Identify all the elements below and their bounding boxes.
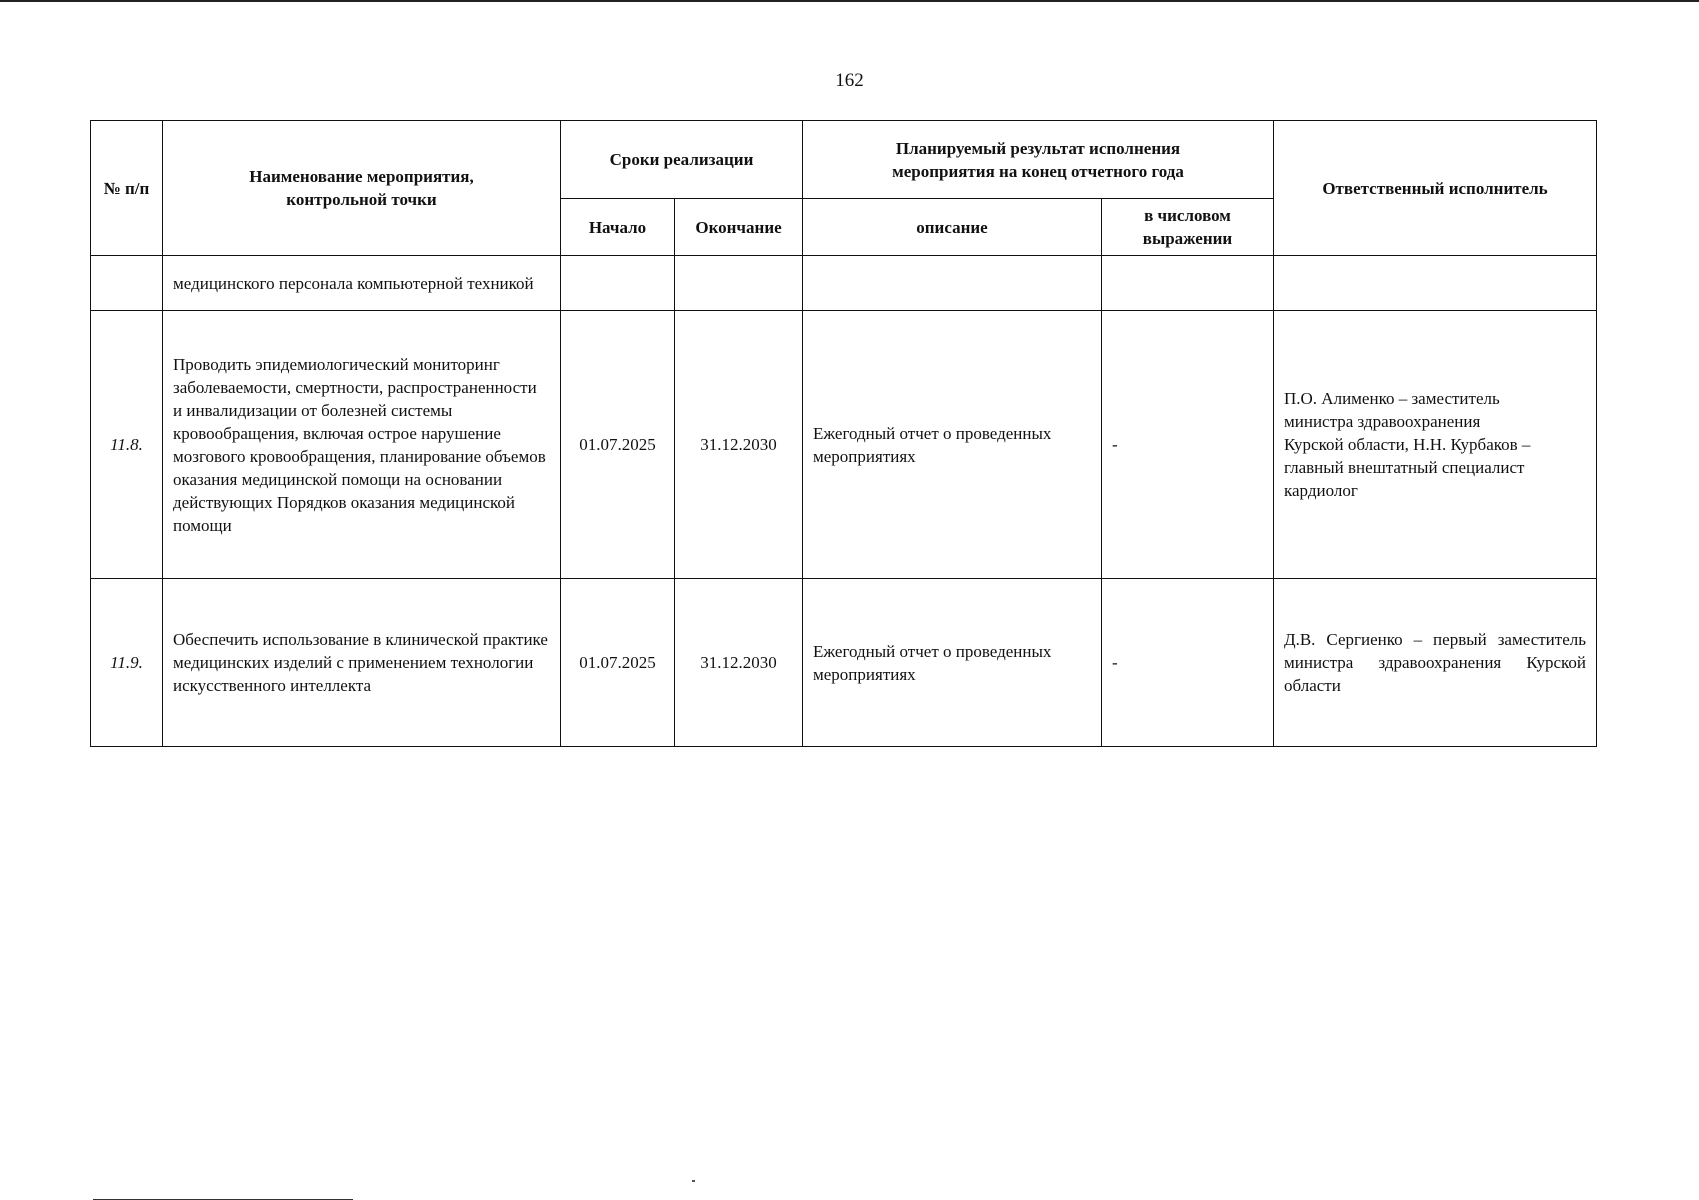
row-num: 11.8. [91,311,163,579]
row-responsible: Д.В. Сергиенко – первый заместитель министра здравоохранения Курской области [1274,579,1597,747]
cont-description [803,256,1102,311]
table-row [91,311,1597,579]
row-description: Ежегодный отчет о проведенных мероприятиях [803,311,1102,579]
row-responsible: П.О. Алименко – заместитель министра здравоохранения Курской области, Н.Н. Курбаков – главный внештатный специалист кардиолог [1274,311,1597,579]
cont-start [561,256,675,311]
header-responsible: Ответственный исполнитель [1274,121,1597,256]
header-row-1 [91,121,1597,199]
row-numeric: - [1102,311,1274,579]
row-name: Обеспечить использование в клинической практике медицинских изделий с применением технологии искусственного интеллекта [163,579,561,747]
row-start: 01.07.2025 [561,311,675,579]
header-description: описание [803,199,1102,256]
cont-numeric [1102,256,1274,311]
cont-num [91,256,163,311]
header-num: № п/п [91,121,163,256]
header-terms: Сроки реализации [561,121,803,199]
header-numeric: в числовом выражении [1102,199,1274,256]
row-num: 11.9. [91,579,163,747]
header-end: Окончание [675,199,803,256]
continuation-row [91,256,1597,311]
page-number: 162 [835,70,864,91]
cont-responsible [1274,256,1597,311]
table-row [91,579,1597,747]
row-start: 01.07.2025 [561,579,675,747]
header-start: Начало [561,199,675,256]
activities-table [90,120,1597,747]
row-end: 31.12.2030 [675,311,803,579]
scan-speck [692,1180,695,1182]
row-name: Проводить эпидемиологический мониторинг заболеваемости, смертности, распространенности и инвалидизации от болезней системы кровообращения, включая острое нарушение мозгового кровообращения, планирование объемов оказания медицинской помощи на основании действующих Порядков оказания медицинской помощи [163,311,561,579]
row-description: Ежегодный отчет о проведенных мероприятиях [803,579,1102,747]
cont-name: медицинского персонала компьютерной техникой [163,256,561,311]
cont-end [675,256,803,311]
header-result: Планируемый результат исполнения мероприятия на конец отчетного года [803,121,1274,199]
row-end: 31.12.2030 [675,579,803,747]
page-top-edge [0,0,1699,2]
row-numeric: - [1102,579,1274,747]
header-name: Наименование мероприятия, контрольной точки [163,121,561,256]
